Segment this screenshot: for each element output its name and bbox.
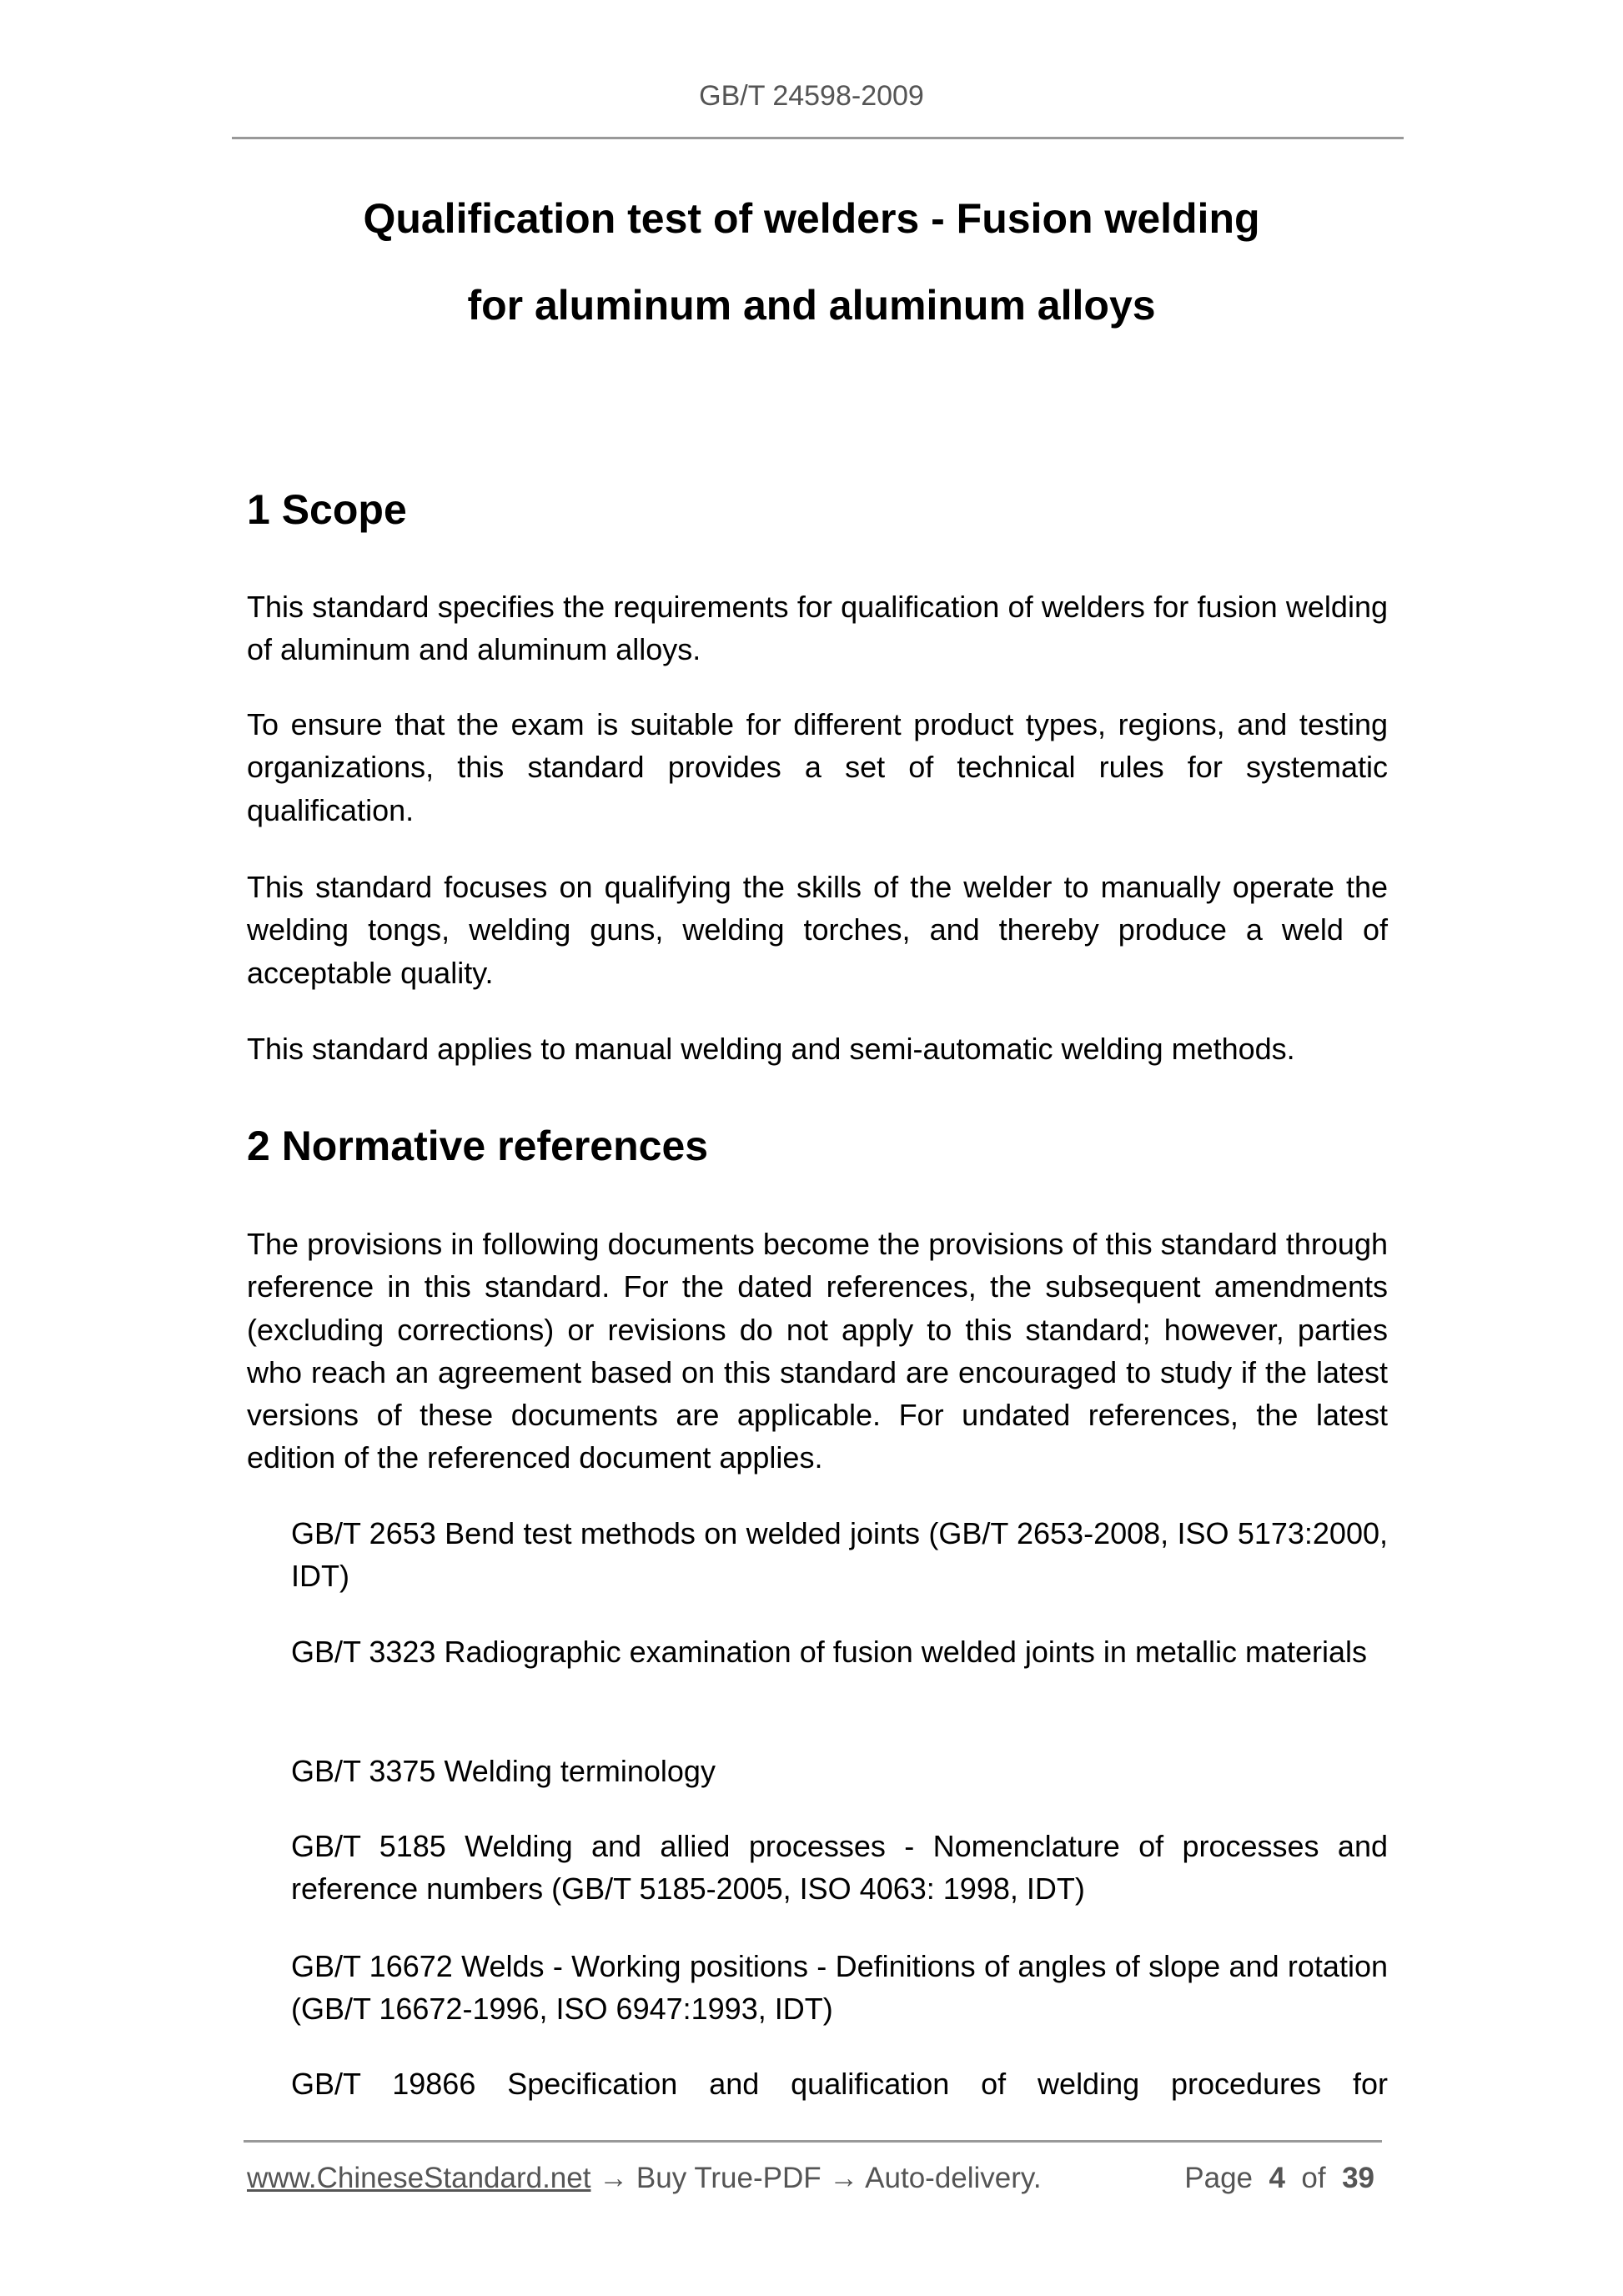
- footer: [247, 2162, 1374, 2195]
- section-heading-scope: 1 Scope: [247, 486, 407, 533]
- document-title: [0, 175, 1623, 349]
- paragraph: To ensure that the exam is suitable for different product types, regions, and testing organizations, this standard provides a set of technical rules for systematic qualification.: [247, 707, 1388, 827]
- running-header: GB/T 24598-2009: [699, 80, 924, 112]
- current-page: 4: [1269, 2162, 1285, 2194]
- paragraph: This standard specifies the requirements for qualification of welders for fusion welding of aluminum and aluminum alloys.: [247, 590, 1388, 667]
- title-line-1: Qualification test of welders - Fusion welding: [363, 195, 1260, 242]
- reference-item: GB/T 16672 Welds - Working positions - Definitions of angles of slope and rotation (GB/T 16672-1996, ISO 6947:1993, IDT): [291, 1949, 1388, 2027]
- page-number: Page 4 of 39: [1184, 2162, 1374, 2194]
- website-link[interactable]: www.ChineseStandard.net: [247, 2162, 591, 2194]
- reference-item: GB/T 3323 Radiographic examination of fusion welded joints in metallic materials: [291, 1635, 1368, 1669]
- total-pages: 39: [1342, 2162, 1374, 2194]
- reference-item: GB/T 19866 Specification and qualification of welding procedures for: [291, 2067, 1388, 2101]
- header-divider: [232, 137, 1404, 139]
- paragraph: The provisions in following documents become the provisions of this standard through reference in this standard. For the dated references, the subsequent amendments (excluding corrections) or revisions do not apply to this standard; however, parties who reach an agreement based on this standard are encouraged to study if the latest versions of these documents are applicable. For undated references, the latest edition of the referenced document applies.: [247, 1227, 1388, 1475]
- section-heading-normative-references: 2 Normative references: [247, 1123, 709, 1169]
- paragraph: This standard focuses on qualifying the skills of the welder to manually operate the welding tongs, welding guns, welding torches, and thereby produce a weld of acceptable quality.: [247, 870, 1388, 990]
- title-line-2: for aluminum and aluminum alloys: [467, 282, 1156, 329]
- reference-item: GB/T 2653 Bend test methods on welded joints (GB/T 2653-2008, ISO 5173:2000, IDT): [291, 1516, 1388, 1594]
- footer-divider: [244, 2140, 1382, 2143]
- footer-promo: [247, 2162, 1042, 2195]
- reference-item: GB/T 3375 Welding terminology: [291, 1754, 716, 1788]
- footer-tagline: → Buy True-PDF → Auto-delivery.: [590, 2162, 1042, 2194]
- paragraph: This standard applies to manual welding and semi-automatic welding methods.: [247, 1032, 1295, 1066]
- reference-item: GB/T 5185 Welding and allied processes - Nomenclature of processes and reference numbers (GB/T 5185-2005, ISO 4063: 1998, IDT): [291, 1829, 1388, 1907]
